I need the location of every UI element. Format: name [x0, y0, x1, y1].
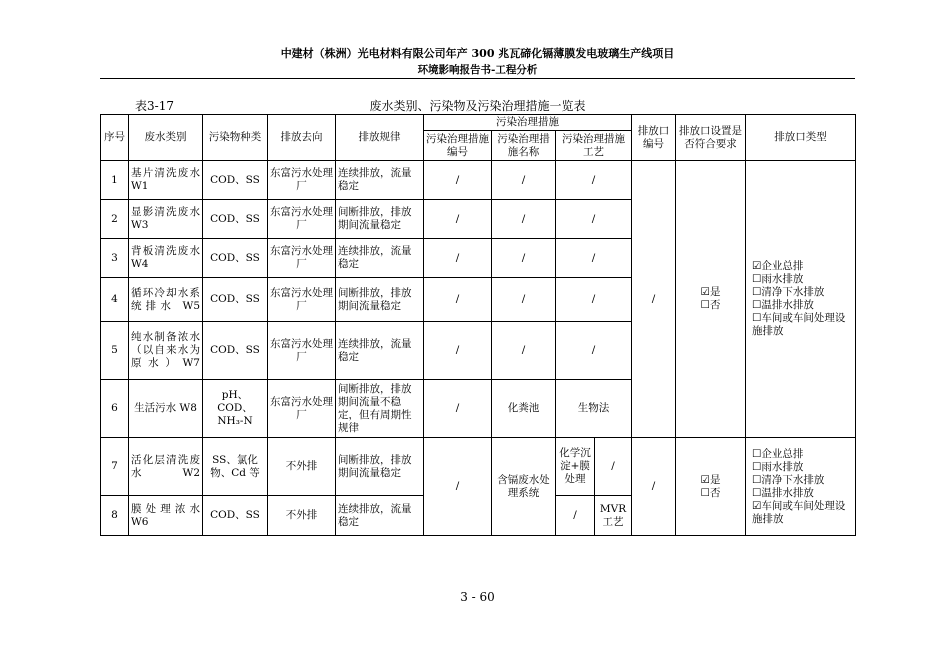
- table-row: [101, 438, 856, 496]
- cell-measure-tech-a: 化学沉淀+膜处理: [556, 438, 595, 496]
- cell-type: 活化层清洗废水 W2: [129, 438, 203, 496]
- check-no: ☐否: [700, 486, 721, 499]
- check-yes: ☑是: [700, 473, 721, 486]
- cell-outlet-type: [746, 438, 856, 536]
- cell-type: 显影清洗废水 W3: [129, 200, 203, 239]
- cell-pollutant: COD、SS: [203, 496, 268, 536]
- cell-pollutant: SS、氯化物、Cd 等: [203, 438, 268, 496]
- col-header-measures: 污染治理措施: [424, 115, 632, 131]
- table-row: [101, 161, 856, 200]
- col-header-outlet: 排放口编号: [632, 115, 676, 161]
- cell-dest: 不外排: [268, 496, 336, 536]
- cell-dest: 东富污水处理厂: [268, 322, 336, 380]
- table-title: 废水类别、污染物及污染治理措施一览表: [369, 99, 586, 113]
- cell-measure-tech: /: [556, 200, 632, 239]
- cell-law: 间断排放，排放期间流量稳定: [336, 438, 424, 496]
- cell-type: 基片清洗废水 W1: [129, 161, 203, 200]
- cell-pollutant: COD、SS: [203, 239, 268, 278]
- cell-law: 间断排放，排放期间流量稳定: [336, 278, 424, 322]
- outlet-type-option: ☐温排水排放: [752, 299, 814, 311]
- cell-measure-code: /: [424, 438, 492, 536]
- table-number: 表3-17: [135, 99, 174, 113]
- page-number: 3 - 60: [460, 590, 495, 604]
- col-header-law: 排放规律: [336, 115, 424, 161]
- cell-dest: 东富污水处理厂: [268, 161, 336, 200]
- col-header-type: 废水类别: [129, 115, 203, 161]
- cell-type: 膜处理浓水 W6: [129, 496, 203, 536]
- cell-seq: 4: [101, 278, 129, 322]
- col-header-measure-name: 污染治理措施名称: [492, 131, 556, 161]
- cell-type: 循环冷却水系统排水 W5: [129, 278, 203, 322]
- cell-pollutant: COD、SS: [203, 322, 268, 380]
- cell-law: 间断排放，排放期间流量稳定: [336, 200, 424, 239]
- col-header-outlet-type: 排放口类型: [746, 115, 856, 161]
- check-yes: ☑是: [700, 286, 721, 298]
- outlet-type-option: ☑车间或车间处理设施排放: [752, 499, 846, 525]
- outlet-type-option: ☑企业总排: [752, 260, 804, 272]
- cell-measure-name: /: [492, 322, 556, 380]
- cell-measure-name: 化粪池: [492, 380, 556, 438]
- cell-outlet: /: [632, 438, 676, 536]
- cell-type: 生活污水 W8: [129, 380, 203, 438]
- cell-law: 间断排放，排放期间流量不稳定，但有周期性规律: [336, 380, 424, 438]
- cell-measure-tech: /: [556, 161, 632, 200]
- cell-pollutant: COD、SS: [203, 161, 268, 200]
- cell-law: 连续排放，流量稳定: [336, 496, 424, 536]
- cell-seq: 6: [101, 380, 129, 438]
- outlet-type-option: ☐清净下水排放: [752, 473, 825, 486]
- cell-type: 背板清洗废水 W4: [129, 239, 203, 278]
- cell-dest: 不外排: [268, 438, 336, 496]
- cell-measure-code: /: [424, 278, 492, 322]
- cell-outlet-type: [746, 161, 856, 438]
- cell-measure-code: /: [424, 200, 492, 239]
- cell-measure-name: /: [492, 161, 556, 200]
- cell-seq: 1: [101, 161, 129, 200]
- col-header-pollutant: 污染物种类: [203, 115, 268, 161]
- check-no: ☐否: [700, 299, 721, 311]
- outlet-type-option: ☐雨水排放: [752, 460, 804, 473]
- header-divider: [100, 78, 855, 79]
- cell-measure-name: /: [492, 239, 556, 278]
- cell-measure-code: /: [424, 380, 492, 438]
- outlet-type-option: ☐清净下水排放: [752, 286, 825, 298]
- header-project-title: 中建材（株洲）光电材料有限公司年产 300 兆瓦碲化镉薄膜发电玻璃生产线项目: [280, 47, 675, 60]
- cell-law: 连续排放，流量稳定: [336, 239, 424, 278]
- cell-measure-tech-b: MVR 工艺: [595, 496, 632, 536]
- cell-law: 连续排放，流量稳定: [336, 322, 424, 380]
- cell-measure-name: /: [492, 200, 556, 239]
- cell-measure-code: /: [424, 161, 492, 200]
- col-header-measure-tech: 污染治理措施工艺: [556, 131, 632, 161]
- cell-meets: [676, 161, 746, 438]
- outlet-type-option: ☐温排水排放: [752, 486, 814, 499]
- cell-seq: 8: [101, 496, 129, 536]
- header-section-title: 环境影响报告书-工程分析: [417, 64, 538, 76]
- col-header-dest: 排放去向: [268, 115, 336, 161]
- col-header-meets: 排放口设置是否符合要求: [676, 115, 746, 161]
- cell-seq: 7: [101, 438, 129, 496]
- col-header-seq: 序号: [101, 115, 129, 161]
- outlet-type-option: ☐车间或车间处理设施排放: [752, 312, 846, 337]
- cell-measure-tech: /: [556, 278, 632, 322]
- cell-outlet: /: [632, 161, 676, 438]
- wastewater-table: [100, 114, 856, 536]
- cell-measure-code: /: [424, 322, 492, 380]
- cell-pollutant: COD、SS: [203, 278, 268, 322]
- cell-seq: 5: [101, 322, 129, 380]
- outlet-type-option: ☐企业总排: [752, 447, 804, 460]
- cell-pollutant: COD、SS: [203, 200, 268, 239]
- cell-dest: 东富污水处理厂: [268, 239, 336, 278]
- cell-measure-tech: 生物法: [556, 380, 632, 438]
- cell-measure-tech-b: /: [595, 438, 632, 496]
- outlet-type-option: ☐雨水排放: [752, 273, 804, 285]
- cell-measure-code: /: [424, 239, 492, 278]
- cell-measure-tech: /: [556, 239, 632, 278]
- cell-dest: 东富污水处理厂: [268, 278, 336, 322]
- cell-seq: 3: [101, 239, 129, 278]
- cell-law: 连续排放，流量稳定: [336, 161, 424, 200]
- cell-dest: 东富污水处理厂: [268, 200, 336, 239]
- cell-dest: 东富污水处理厂: [268, 380, 336, 438]
- cell-type: 纯水制备浓水（以自来水为原水）W7: [129, 322, 203, 380]
- cell-measure-name: 含镉废水处理系统: [492, 438, 556, 536]
- cell-measure-name: /: [492, 278, 556, 322]
- cell-measure-tech-a: /: [556, 496, 595, 536]
- cell-meets: [676, 438, 746, 536]
- col-header-measure-code: 污染治理措施编号: [424, 131, 492, 161]
- cell-pollutant: pH、COD、NH₃-N: [203, 380, 268, 438]
- cell-measure-tech: /: [556, 322, 632, 380]
- cell-seq: 2: [101, 200, 129, 239]
